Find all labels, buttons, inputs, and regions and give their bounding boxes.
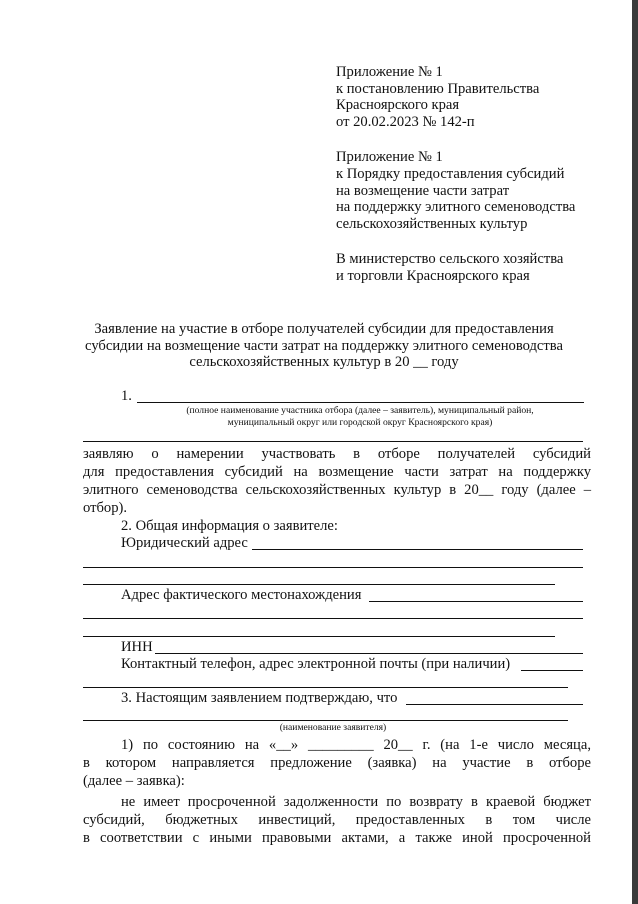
item1-line: в котором направляется предложение (заявка) на участие в отборе [83, 755, 591, 771]
statement-line: для предоставления субсидий на возмещение части затрат на поддержку [83, 464, 591, 480]
applicant-name-field-2[interactable] [83, 720, 568, 721]
applicant-name-caption: (наименование заявителя) [279, 722, 387, 733]
header-line: от 20.02.2023 № 142-п [336, 113, 475, 130]
section-1-number: 1. [121, 388, 132, 404]
inn-label: ИНН [121, 639, 153, 655]
header-line: Красноярского края [336, 97, 460, 114]
header-line: к постановлению Правительства [336, 80, 540, 97]
actual-address-field-2[interactable] [83, 618, 583, 619]
actual-address-label: Адрес фактического местонахождения [121, 587, 362, 603]
header-line: Приложение № 1 [336, 64, 443, 80]
paragraph-line: субсидий, бюджетных инвестиций, предоставленных в том числе [83, 812, 591, 828]
document-title [70, 321, 578, 371]
scan-edge [632, 0, 638, 904]
header-line: Приложение № 1 [336, 149, 443, 166]
statement-line: заявляю о намерении участвовать в отборе получателей субсидий [83, 446, 591, 462]
statement-line: отбор). [83, 500, 128, 516]
contacts-field-2[interactable] [83, 687, 568, 688]
section-2-heading: 2. Общая информация о заявителе: [121, 518, 338, 534]
statement-line: элитного семеноводства сельскохозяйственных культур в 20__ году (далее – [83, 482, 591, 498]
contacts-field[interactable] [521, 670, 583, 671]
legal-address-field-2[interactable] [83, 567, 583, 568]
paragraph-line: в соответствии с иными правовыми актами, а также иной просроченной [83, 830, 591, 846]
title-line: Заявление на участие в отборе получателей субсидии для предоставления [94, 321, 554, 337]
title-line: сельскохозяйственных культур в 20 __ году [189, 354, 459, 371]
header-line: на возмещение части затрат [336, 182, 510, 199]
header-line: к Порядку предоставления субсидий [336, 165, 565, 182]
header-line: и торговли Красноярского края [336, 267, 530, 284]
item1-line: 1) по состоянию на «__» _________ 20__ г. (на 1-е число месяца, [121, 737, 591, 753]
header-line: сельскохозяйственных культур [336, 215, 528, 232]
legal-address-field[interactable] [252, 549, 583, 550]
applicant-name-field[interactable] [406, 704, 583, 705]
actual-address-field-3[interactable] [83, 636, 555, 637]
title-line: субсидии на возмещение части затрат на поддержку элитного семеноводства [85, 337, 563, 354]
contacts-label: Контактный телефон, адрес электронной почты (при наличии) [121, 656, 511, 672]
header-line: на поддержку элитного семеноводства [336, 199, 576, 216]
applicant-name-line-2 [83, 441, 583, 442]
legal-address-field-3[interactable] [83, 584, 555, 585]
header-line: В министерство сельского хозяйства [336, 251, 564, 268]
applicant-name-line [137, 402, 584, 403]
applicant-caption: (полное наименование участника отбора (далее – заявитель), муниципальный район, муниципальный округ или городской округ Красноярского края) [186, 405, 534, 428]
actual-address-field[interactable] [369, 601, 583, 602]
inn-field[interactable] [155, 653, 583, 654]
item1-line: (далее – заявка): [83, 773, 185, 789]
section-3-heading: 3. Настоящим заявлением подтверждаю, что [121, 690, 398, 706]
header-block [336, 64, 606, 285]
paragraph-line: не имеет просроченной задолженности по возврату в краевой бюджет [121, 794, 591, 810]
legal-address-label: Юридический адрес [121, 535, 248, 551]
